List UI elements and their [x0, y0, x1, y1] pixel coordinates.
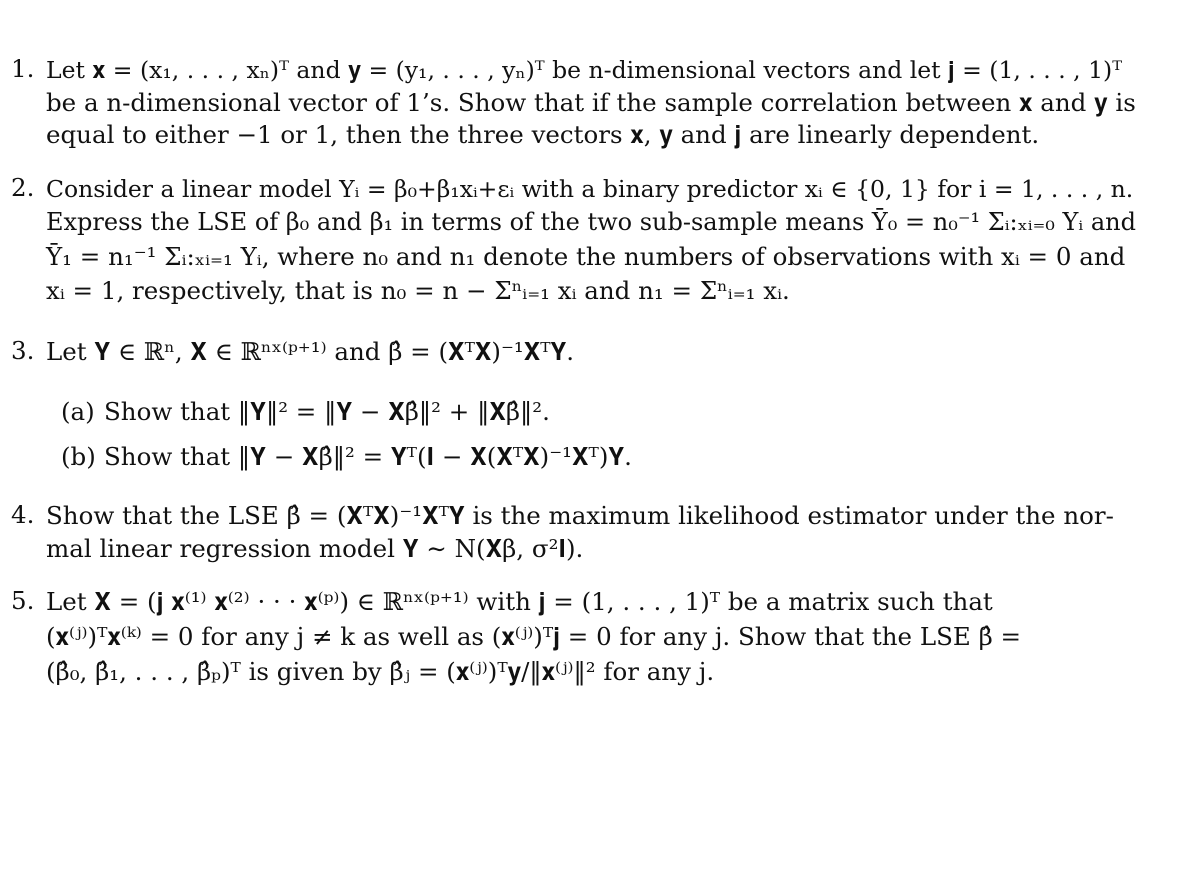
problem-number: 4. — [11, 500, 35, 529]
part-text: Show that ‖𝐘‖² = ‖𝐘 − 𝐗β̂‖² + ‖𝐗β̂‖². — [104, 397, 550, 426]
problem-line: equal to either −1 or 1, then the three vectors 𝐱, 𝐲 and 𝐣 are linearly dependent. — [46, 120, 1040, 149]
problem-line: mal linear regression model 𝐘 ∼ N(𝐗β, σ²𝐈). — [46, 534, 584, 563]
problem-number: 5. — [11, 586, 35, 615]
part-text: Show that ‖𝐘 − 𝐗β̂‖² = 𝐘ᵀ(𝐈 − 𝐗(𝐗ᵀ𝐗)⁻¹𝐗ᵀ)𝐘. — [104, 442, 632, 471]
problem-line: be a n-dimensional vector of 1’s. Show that if the sample correlation between 𝐱 and 𝐲 is — [46, 88, 1136, 117]
problem-line: Let 𝐗 = (𝐣 𝐱⁽¹⁾ 𝐱⁽²⁾ · · · 𝐱⁽ᵖ⁾) ∈ ℝⁿˣ⁽ᵖ⁺¹⁾ with 𝐣 = (1, . . . , 1)ᵀ be a matrix such that — [46, 587, 993, 616]
problem-line: (𝐱⁽ʲ⁾)ᵀ𝐱⁽ᵏ⁾ = 0 for any j ≠ k as well as (𝐱⁽ʲ⁾)ᵀ𝐣 = 0 for any j. Show that the LSE β̂ = — [46, 622, 1022, 651]
problem-line: Let 𝐘 ∈ ℝⁿ, 𝐗 ∈ ℝⁿˣ⁽ᵖ⁺¹⁾ and β̂ = (𝐗ᵀ𝐗)⁻¹𝐗ᵀ𝐘. — [46, 337, 575, 366]
problem-line: Ȳ₁ = n₁⁻¹ Σᵢ:ₓᵢ₌₁ Yᵢ, where n₀ and n₁ denote the numbers of observations with xᵢ = 0 and — [46, 242, 1126, 271]
problem-line: xᵢ = 1, respectively, that is n₀ = n − Σⁿᵢ₌₁ xᵢ and n₁ = Σⁿᵢ₌₁ xᵢ. — [46, 276, 790, 305]
problem-number: 1. — [11, 54, 35, 83]
part-label: (b) — [61, 442, 96, 471]
problem-line: Let 𝐱 = (x₁, . . . , xₙ)ᵀ and 𝐲 = (y₁, . . . , yₙ)ᵀ be n-dimensional vectors and let 𝐣 = (1, . . . , 1)ᵀ — [46, 56, 1123, 84]
problem-number: 3. — [11, 336, 35, 365]
problem-number: 2. — [11, 173, 35, 202]
problem-line: Express the LSE of β₀ and β₁ in terms of the two sub-sample means Ȳ₀ = n₀⁻¹ Σᵢ:ₓᵢ₌₀ Yᵢ and — [46, 208, 1136, 236]
problem-line: Show that the LSE β̂ = (𝐗ᵀ𝐗)⁻¹𝐗ᵀ𝐘 is the maximum likelihood estimator under the nor- — [46, 501, 1114, 530]
problem-line: (β̂₀, β̂₁, . . . , β̂ₚ)ᵀ is given by β̂ⱼ = (𝐱⁽ʲ⁾)ᵀ𝐲/‖𝐱⁽ʲ⁾‖² for any j. — [46, 657, 715, 686]
problem-line: Consider a linear model Yᵢ = β₀+β₁xᵢ+εᵢ with a binary predictor xᵢ ∈ {0, 1} for i = 1, . . . , n. — [46, 175, 1134, 203]
part-label: (a) — [61, 397, 95, 426]
